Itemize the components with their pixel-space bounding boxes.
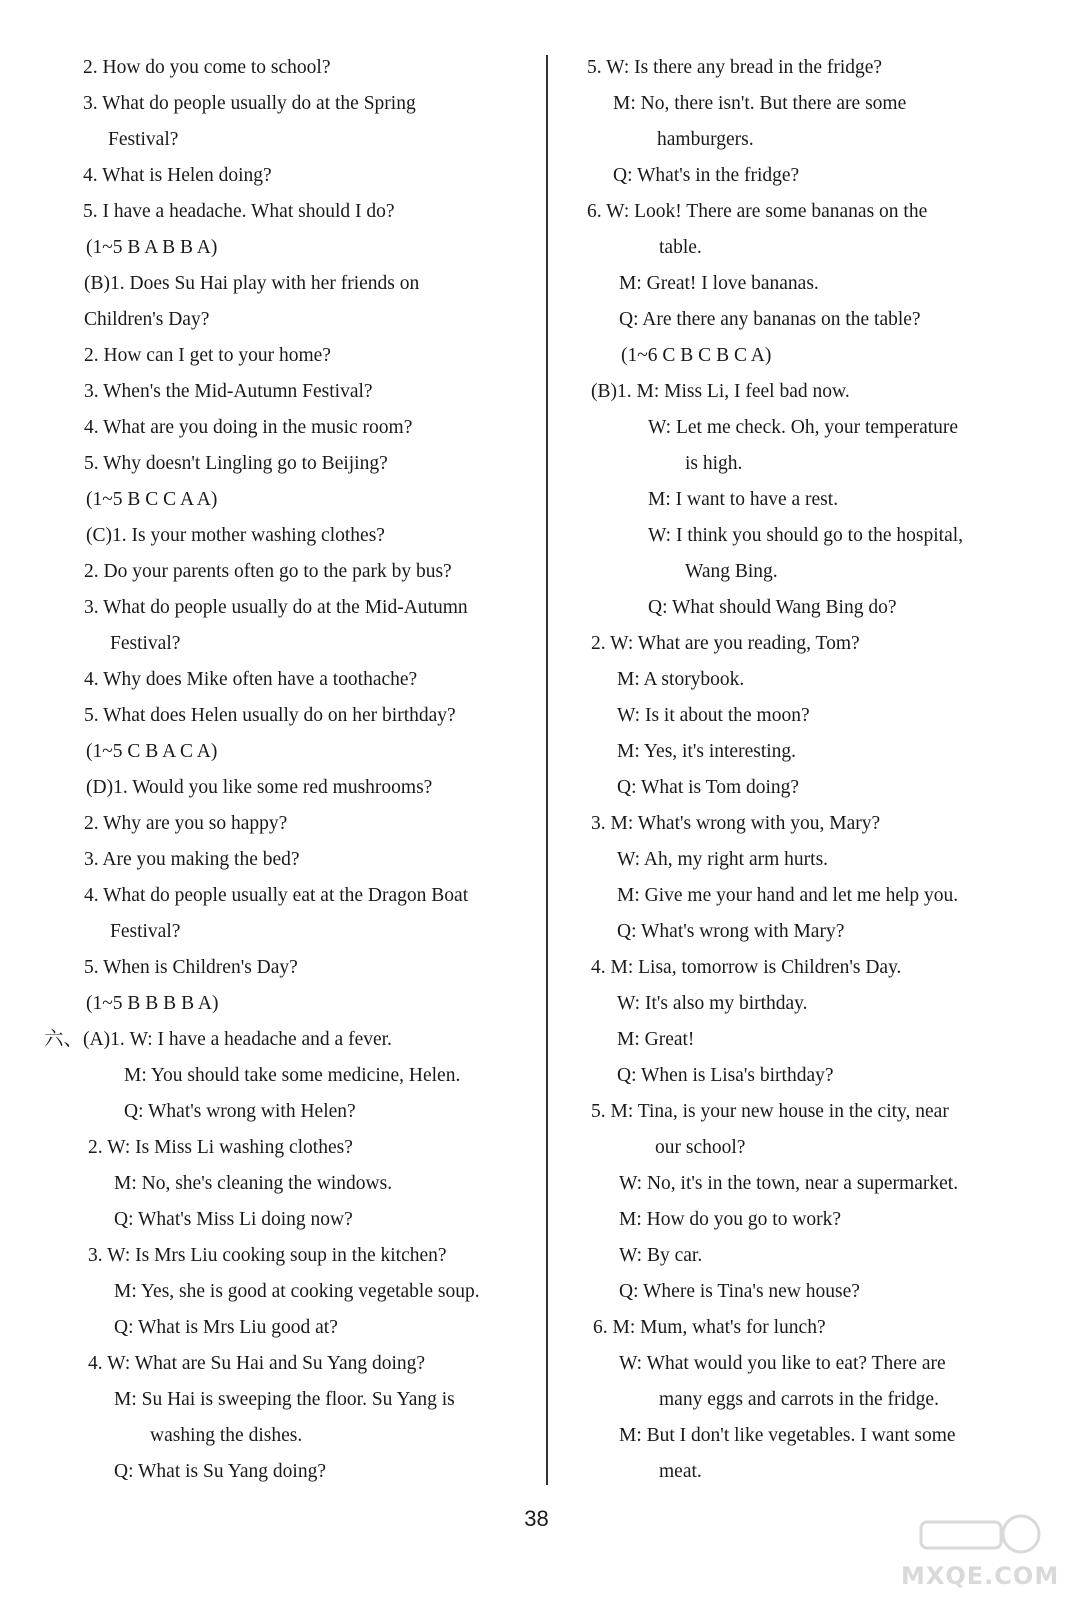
text-line: M: Give me your hand and let me help you. xyxy=(617,885,959,906)
text-line: 3. M: What's wrong with you, Mary? xyxy=(591,813,881,834)
text-line: Q: What should Wang Bing do? xyxy=(648,597,897,618)
text-line: 6. M: Mum, what's for lunch? xyxy=(593,1317,826,1338)
text-line: our school? xyxy=(655,1137,746,1158)
text-line: Q: What's wrong with Mary? xyxy=(617,921,845,942)
text-line: Festival? xyxy=(108,129,179,150)
text-line: 5. I have a headache. What should I do? xyxy=(83,201,395,222)
answer-line: (1~5 B B B B A) xyxy=(86,993,219,1014)
text-line: M: A storybook. xyxy=(617,669,745,690)
text-line: meat. xyxy=(659,1461,702,1482)
text-line: 3. Are you making the bed? xyxy=(84,849,300,870)
watermark-text: MXQE.COM xyxy=(901,1562,1060,1590)
text-line: (D)1. Would you like some red mushrooms? xyxy=(86,777,433,798)
watermark-logo xyxy=(901,1512,1060,1592)
text-line: M: No, she's cleaning the windows. xyxy=(114,1173,393,1194)
text-line: W: By car. xyxy=(619,1245,703,1266)
text-line: 4. What are you doing in the music room? xyxy=(84,417,413,438)
text-line: Festival? xyxy=(110,633,181,654)
text-line: 5. What does Helen usually do on her birthday? xyxy=(84,705,456,726)
text-line: many eggs and carrots in the fridge. xyxy=(659,1389,939,1410)
text-line: Q: What's in the fridge? xyxy=(613,165,800,186)
text-line: Q: What's Miss Li doing now? xyxy=(114,1209,353,1230)
text-line: M: I want to have a rest. xyxy=(648,489,839,510)
text-line: Q: What is Mrs Liu good at? xyxy=(114,1317,338,1338)
text-line: 3. What do people usually do at the Spring xyxy=(83,93,416,114)
text-line: 3. W: Is Mrs Liu cooking soup in the kitchen? xyxy=(88,1245,447,1266)
text-line: washing the dishes. xyxy=(150,1425,303,1446)
text-line: 3. What do people usually do at the Mid-Autumn xyxy=(84,597,468,618)
text-line: 2. How can I get to your home? xyxy=(84,345,331,366)
text-line: Wang Bing. xyxy=(685,561,778,582)
text-line: M: Great! xyxy=(617,1029,695,1050)
text-line: Children's Day? xyxy=(84,309,210,330)
text-line: 4. W: What are Su Hai and Su Yang doing? xyxy=(88,1353,426,1374)
answer-line: (1~6 C B C B C A) xyxy=(621,345,772,366)
text-line: Q: What's wrong with Helen? xyxy=(124,1101,356,1122)
text-line: W: No, it's in the town, near a supermarket. xyxy=(619,1173,959,1194)
text-line: 2. W: Is Miss Li washing clothes? xyxy=(88,1137,353,1158)
text-line: M: Yes, it's interesting. xyxy=(617,741,797,762)
column-divider xyxy=(546,55,548,1485)
text-line: Q: When is Lisa's birthday? xyxy=(617,1065,834,1086)
text-line: 2. W: What are you reading, Tom? xyxy=(591,633,860,654)
text-line: (B)1. Does Su Hai play with her friends on xyxy=(84,273,420,294)
text-line: 6. W: Look! There are some bananas on the xyxy=(587,201,928,222)
text-line: 4. What do people usually eat at the Dragon Boat xyxy=(84,885,469,906)
text-line: W: It's also my birthday. xyxy=(617,993,808,1014)
text-line: 4. M: Lisa, tomorrow is Children's Day. xyxy=(591,957,902,978)
text-line: 4. What is Helen doing? xyxy=(83,165,272,186)
text-line: M: Yes, she is good at cooking vegetable soup. xyxy=(114,1281,480,1302)
text-line: W: I think you should go to the hospital, xyxy=(648,525,964,546)
text-line: M: Great! I love bananas. xyxy=(619,273,819,294)
text-line: 4. Why does Mike often have a toothache? xyxy=(84,669,418,690)
text-line: 2. Do your parents often go to the park by bus? xyxy=(84,561,452,582)
text-line: (C)1. Is your mother washing clothes? xyxy=(86,525,385,546)
text-line: Q: What is Su Yang doing? xyxy=(114,1461,326,1482)
watermark-seal-icon xyxy=(901,1512,1051,1562)
text-line: Q: What is Tom doing? xyxy=(617,777,800,798)
answer-line: (1~5 B A B B A) xyxy=(86,237,218,258)
text-line: M: Su Hai is sweeping the floor. Su Yang is xyxy=(114,1389,455,1410)
text-line: Q: Where is Tina's new house? xyxy=(619,1281,860,1302)
text-line: 5. M: Tina, is your new house in the city, near xyxy=(591,1101,949,1122)
text-line: table. xyxy=(659,237,702,258)
answer-line: (1~5 B C C A A) xyxy=(86,489,218,510)
text-line: Q: Are there any bananas on the table? xyxy=(619,309,921,330)
section-six-heading-line: 六、(A)1. W: I have a headache and a fever. xyxy=(44,1029,392,1050)
text-line: 2. Why are you so happy? xyxy=(84,813,288,834)
page-number: 38 xyxy=(524,1506,549,1531)
text-line: W: Ah, my right arm hurts. xyxy=(617,849,829,870)
text-line: 2. How do you come to school? xyxy=(83,57,331,78)
text-line: W: Is it about the moon? xyxy=(617,705,810,726)
text-line: hamburgers. xyxy=(657,129,754,150)
text-line: 5. W: Is there any bread in the fridge? xyxy=(587,57,883,78)
text-line: M: You should take some medicine, Helen. xyxy=(124,1065,461,1086)
text-line: W: Let me check. Oh, your temperature xyxy=(648,417,959,438)
answer-line: (1~5 C B A C A) xyxy=(86,741,218,762)
text-line: M: How do you go to work? xyxy=(619,1209,842,1230)
text-line: 3. When's the Mid-Autumn Festival? xyxy=(84,381,373,402)
text-line: M: No, there isn't. But there are some xyxy=(613,93,907,114)
text-line: M: But I don't like vegetables. I want some xyxy=(619,1425,956,1446)
text-line: W: What would you like to eat? There are xyxy=(619,1353,946,1374)
text-line: 5. When is Children's Day? xyxy=(84,957,298,978)
text-line: is high. xyxy=(685,453,743,474)
text-line: 5. Why doesn't Lingling go to Beijing? xyxy=(84,453,388,474)
text-line: (B)1. M: Miss Li, I feel bad now. xyxy=(591,381,850,402)
text-line: Festival? xyxy=(110,921,181,942)
